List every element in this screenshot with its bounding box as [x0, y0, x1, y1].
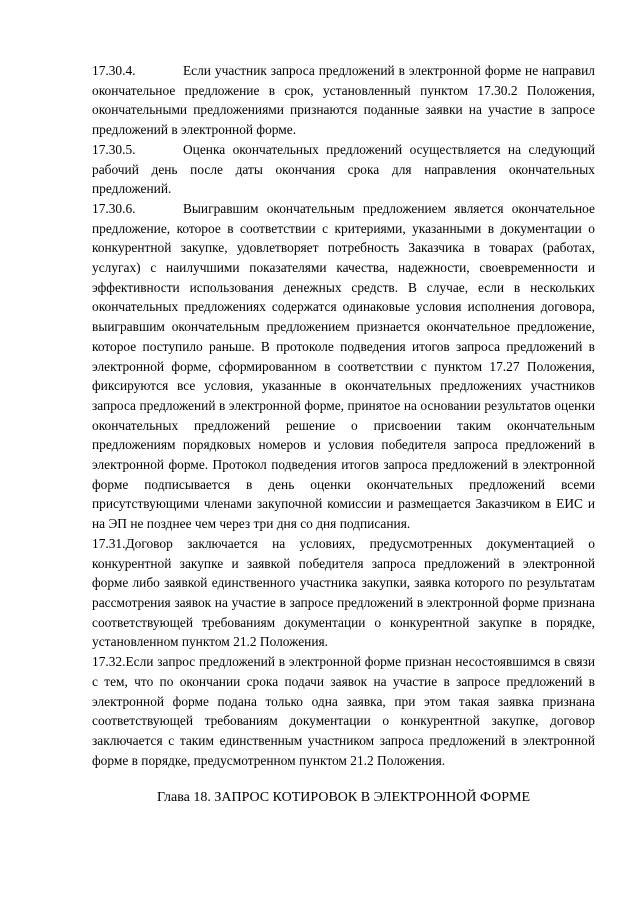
- paragraph-text: Если участник запроса предложений в электронной форме не направил окончательное предложение в срок, установленный пунктом 17.30.2 Положения, окончательными предложениями признаются поданные заявки на участие в запросе предложений в электронной форме.: [92, 63, 595, 138]
- paragraph-17-30-5: [92, 140, 595, 199]
- paragraph-text: Оценка окончательных предложений осуществляется на следующий рабочий день после даты окончания срока для направления окончательных предложений.: [92, 141, 595, 197]
- document-body: [92, 61, 595, 770]
- paragraph-number: 17.32.: [92, 654, 126, 670]
- paragraph-number: 17.30.5.: [92, 141, 136, 157]
- paragraph-number: 17.30.6.: [92, 200, 136, 216]
- paragraph-text: Договор заключается на условиях, предусмотренных документацией о конкурентной закупке и заявкой победителя запроса предложений в электронной форме либо заявкой единственного участника закупки, заявка которого по результатам рассмотрения заявок на участие в запросе предложений в электронной форме признана соответствующей требованиям документации о конкурентной закупке в порядке, установленном пунктом 21.2 Положения.: [92, 535, 595, 650]
- paragraph-number: 17.31.: [92, 535, 126, 551]
- paragraph-17-31: [92, 534, 595, 652]
- paragraph-17-30-4: [92, 61, 595, 140]
- paragraph-number: 17.30.4.: [92, 63, 136, 78]
- chapter-heading: Глава 18. ЗАПРОС КОТИРОВОК В ЭЛЕКТРОННОЙ ФОРМЕ: [156, 790, 531, 805]
- paragraph-text: Выигравшим окончательным предложением является окончательное предложение, которое в соответствии с критериями, указанными в документации о конкурентной закупке, удовлетворяет потребность Заказчика в товарах (работах, услугах) с наилучшими показателями качества, надежности, своевременности и эффективности использования денежных средств. В случае, если в нескольких окончательных предложениях содержатся одинаковые условия исполнения договора, выигравшим окончательным предложением признается окончательное предложение, которое поступило раньше. В протоколе подведения итогов запроса предложений в электронной форме, сформированном в соответствии с пунктом 17.27 Положения, фиксируются все условия, указанные в окончательных предложениях участников запроса предложений в электронной форме, принятое на основании результатов оценки окончательных предложений решение о присвоении таким окончательным предложениям порядковых номеров и условия победителя запроса предложений в электронной форме. Протокол подведения итогов запроса предложений в электронной форме подписывается в день оценки окончательных предложений всеми присутствующими членами закупочной комиссии и размещается Заказчиком в ЕИС и на ЭП не позднее чем через три дня со дня подписания.: [92, 200, 595, 532]
- paragraph-text: Если запрос предложений в электронной форме признан несостоявшимся в связи с тем, что по окончании срока подачи заявок на участие в запросе предложений в электронной форме подана только одна заявка, при этом такая заявка признана соответствующей требованиям документации о конкурентной закупке, договор заключается с таким единственным участником запроса предложений в электронной форме в порядке, предусмотренном пунктом 21.2 Положения.: [92, 654, 595, 768]
- paragraph-17-30-6: [92, 199, 595, 534]
- paragraph-17-32: [92, 652, 595, 770]
